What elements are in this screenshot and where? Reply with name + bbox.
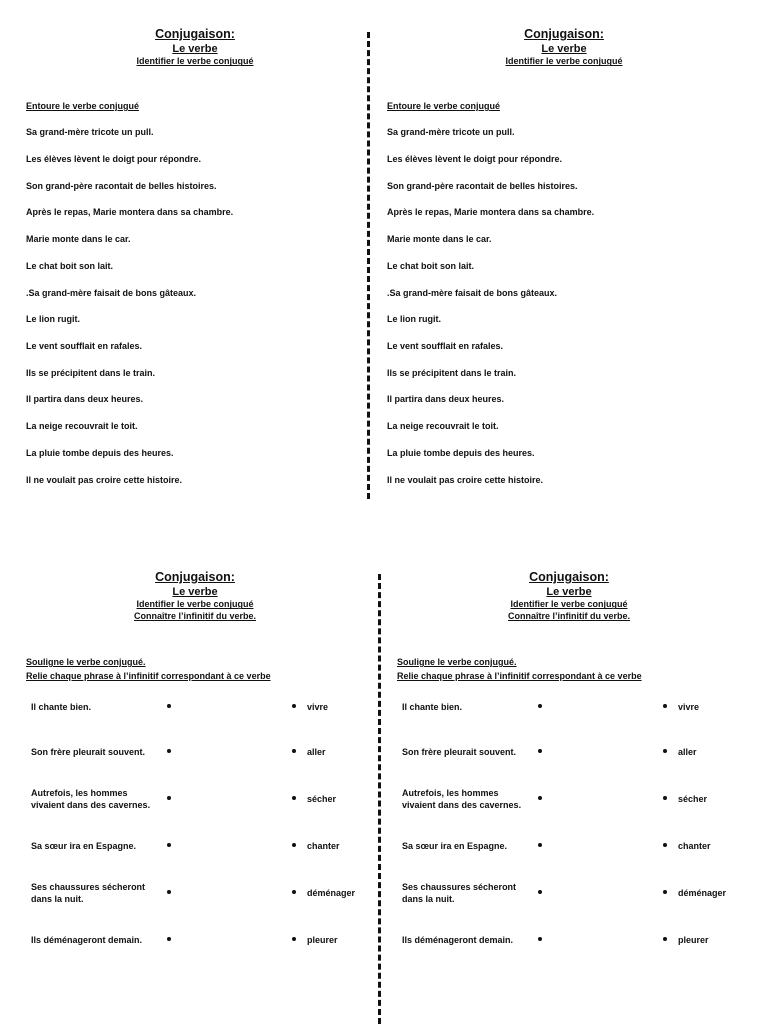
phrase-connector-dot[interactable] (167, 843, 171, 847)
match-row-3 (402, 784, 762, 814)
sentence-3: Son grand-père racontait de belles histoires. (387, 181, 578, 191)
instruction (26, 655, 271, 683)
infinitive: pleurer (678, 935, 709, 945)
sentence-1: Sa grand-mère tricote un pull. (387, 127, 515, 137)
phrase-connector-dot[interactable] (167, 749, 171, 753)
worksheet-bottom-left (0, 560, 378, 1024)
sentence-6: Le chat boit son lait. (387, 261, 475, 271)
instruction-line-2: Relie chaque phrase à l’infinitif correspondant à ce verbe (397, 671, 642, 681)
phrase: Sa sœur ira en Espagne. (402, 841, 508, 851)
instruction-line-1: Souligne le verbe conjugué. (397, 657, 517, 667)
infinitive: vivre (307, 702, 329, 712)
worksheet-subtitle: Le verbe (172, 585, 218, 598)
sentence-11: Il partira dans deux heures. (387, 394, 505, 404)
phrase-connector-dot[interactable] (167, 937, 171, 941)
match-row-4 (31, 831, 376, 861)
sentence-9: Le vent soufflait en rafales. (26, 341, 143, 351)
match-row-4 (402, 831, 762, 861)
instruction-line-1: Souligne le verbe conjugué. (26, 657, 146, 667)
sentence-6: Le chat boit son lait. (26, 261, 114, 271)
worksheet-top-right (370, 0, 768, 520)
phrase-connector-dot[interactable] (538, 937, 542, 941)
phrase: Ses chaussures sécheront dans la nuit. (402, 882, 517, 904)
worksheet-top-left (0, 0, 368, 520)
infinitive: déménager (307, 888, 356, 898)
match-row-1 (31, 692, 376, 722)
worksheet-subheading: Identifier le verbe conjugué (505, 56, 623, 67)
phrase: Il chante bien. (402, 702, 463, 712)
worksheet-bottom-right (380, 560, 768, 1024)
sentence-14: Il ne voulait pas croire cette histoire. (26, 475, 183, 485)
phrase: Il chante bien. (31, 702, 92, 712)
sentence-12: La neige recouvrait le toit. (387, 421, 499, 431)
phrase: Autrefois, les hommes vivaient dans des cavernes. (402, 788, 522, 810)
sentence-5: Marie monte dans le car. (26, 234, 131, 244)
sentence-1: Sa grand-mère tricote un pull. (26, 127, 154, 137)
sentence-10: Ils se précipitent dans le train. (26, 368, 156, 378)
infinitive-connector-dot[interactable] (292, 749, 296, 753)
sentence-4: Après le repas, Marie montera dans sa chambre. (26, 207, 234, 217)
sentence-3: Son grand-père racontait de belles histoires. (26, 181, 217, 191)
instruction (397, 655, 642, 683)
sentence-2: Les élèves lèvent le doigt pour répondre. (387, 154, 563, 164)
worksheet-subtitle: Le verbe (541, 42, 587, 55)
worksheet-subheading-2: Connaître l’infinitif du verbe. (507, 610, 630, 621)
instruction-line-2: Relie chaque phrase à l’infinitif correspondant à ce verbe (26, 671, 271, 681)
infinitive: aller (678, 747, 697, 757)
phrase: Autrefois, les hommes vivaient dans des cavernes. (31, 788, 151, 810)
sentence-10: Ils se précipitent dans le train. (387, 368, 517, 378)
match-row-6 (402, 925, 762, 955)
phrase-connector-dot[interactable] (538, 843, 542, 847)
header (10, 27, 380, 68)
sentence-12: La neige recouvrait le toit. (26, 421, 138, 431)
sentence-5: Marie monte dans le car. (387, 234, 492, 244)
match-row-5 (402, 878, 762, 908)
sentence-11: Il partira dans deux heures. (26, 394, 144, 404)
sentence-4: Après le repas, Marie montera dans sa chambre. (387, 207, 595, 217)
worksheet-subheading: Identifier le verbe conjugué (510, 599, 628, 610)
phrase: Sa sœur ira en Espagne. (31, 841, 137, 851)
sentence-14: Il ne voulait pas croire cette histoire. (387, 475, 544, 485)
phrase: Son frère pleurait souvent. (31, 747, 146, 757)
phrase-connector-dot[interactable] (538, 796, 542, 800)
worksheet-title: Conjugaison: (155, 570, 235, 584)
phrase-connector-dot[interactable] (538, 749, 542, 753)
phrase-connector-dot[interactable] (167, 890, 171, 894)
infinitive-connector-dot[interactable] (292, 937, 296, 941)
phrase: Ils déménageront demain. (402, 935, 514, 945)
infinitive-connector-dot[interactable] (663, 890, 667, 894)
match-row-3 (31, 784, 376, 814)
infinitive: chanter (678, 841, 711, 851)
infinitive-connector-dot[interactable] (663, 749, 667, 753)
sentence-2: Les élèves lèvent le doigt pour répondre. (26, 154, 202, 164)
header (379, 27, 749, 68)
infinitive: déménager (678, 888, 727, 898)
worksheet-title: Conjugaison: (529, 570, 609, 584)
match-row-1 (402, 692, 762, 722)
infinitive: sécher (678, 794, 708, 804)
infinitive-connector-dot[interactable] (292, 890, 296, 894)
sentence-7: .Sa grand-mère faisait de bons gâteaux. (26, 288, 197, 298)
infinitive-connector-dot[interactable] (663, 843, 667, 847)
worksheet-subtitle: Le verbe (172, 42, 218, 55)
phrase-connector-dot[interactable] (167, 796, 171, 800)
worksheet-title: Conjugaison: (155, 27, 235, 41)
header (10, 570, 380, 622)
sentence-7: .Sa grand-mère faisait de bons gâteaux. (387, 288, 558, 298)
infinitive-connector-dot[interactable] (663, 704, 667, 708)
sentence-8: Le lion rugit. (387, 314, 441, 324)
infinitive-connector-dot[interactable] (292, 704, 296, 708)
match-row-6 (31, 925, 376, 955)
match-row-5 (31, 878, 376, 908)
instruction: Entoure le verbe conjugué (26, 101, 140, 111)
worksheet-title: Conjugaison: (524, 27, 604, 41)
infinitive-connector-dot[interactable] (663, 796, 667, 800)
infinitive: chanter (307, 841, 340, 851)
worksheet-subtitle: Le verbe (546, 585, 592, 598)
infinitive-connector-dot[interactable] (292, 843, 296, 847)
phrase: Ils déménageront demain. (31, 935, 143, 945)
infinitive: pleurer (307, 935, 338, 945)
sentence-13: La pluie tombe depuis des heures. (26, 448, 174, 458)
phrase: Son frère pleurait souvent. (402, 747, 517, 757)
infinitive: aller (307, 747, 326, 757)
worksheet-subheading: Identifier le verbe conjugué (136, 599, 254, 610)
sentence-9: Le vent soufflait en rafales. (387, 341, 504, 351)
match-row-2 (402, 737, 762, 767)
match-row-2 (31, 737, 376, 767)
infinitive: vivre (678, 702, 700, 712)
phrase-connector-dot[interactable] (538, 890, 542, 894)
phrase: Ses chaussures sécheront dans la nuit. (31, 882, 146, 904)
sentence-8: Le lion rugit. (26, 314, 80, 324)
worksheet-subheading: Identifier le verbe conjugué (136, 56, 254, 67)
header (384, 570, 754, 622)
sentence-13: La pluie tombe depuis des heures. (387, 448, 535, 458)
infinitive-connector-dot[interactable] (292, 796, 296, 800)
instruction: Entoure le verbe conjugué (387, 101, 501, 111)
infinitive-connector-dot[interactable] (663, 937, 667, 941)
phrase-connector-dot[interactable] (167, 704, 171, 708)
phrase-connector-dot[interactable] (538, 704, 542, 708)
worksheet-subheading-2: Connaître l’infinitif du verbe. (133, 610, 256, 621)
infinitive: sécher (307, 794, 337, 804)
